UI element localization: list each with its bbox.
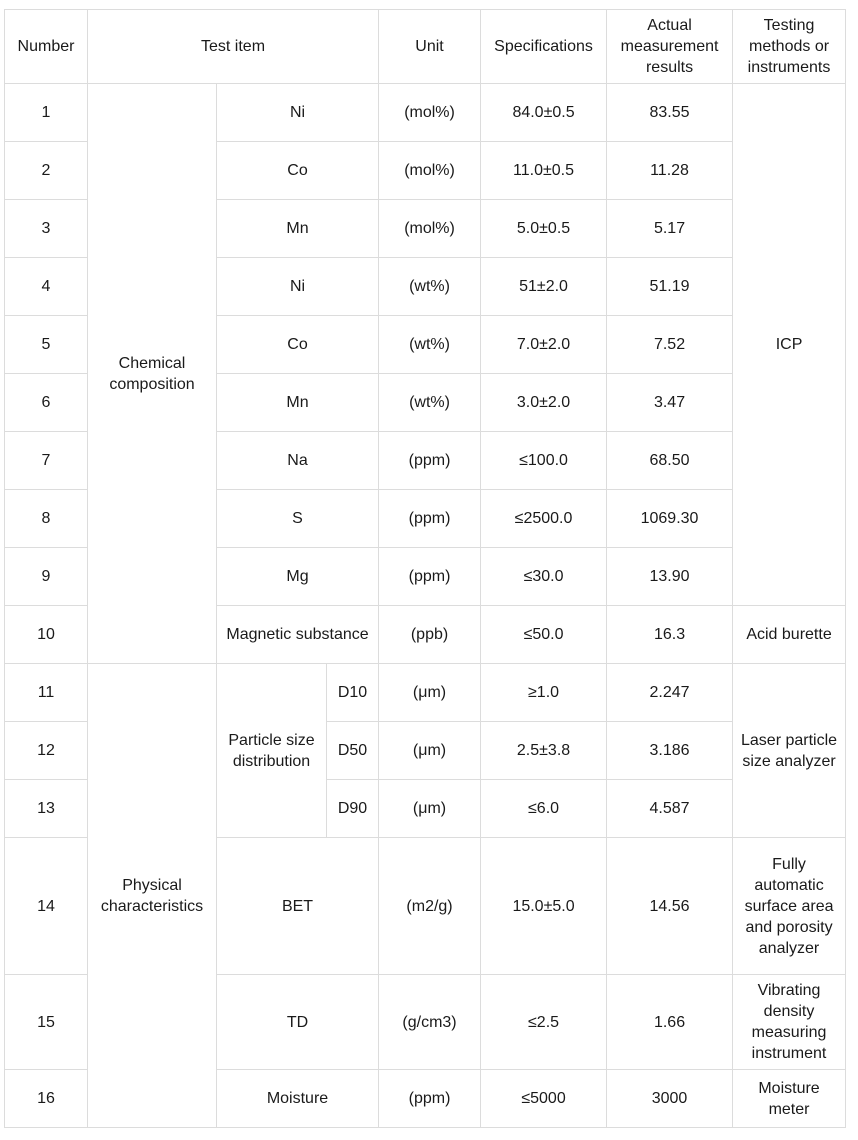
spec-cell: 3.0±2.0	[481, 374, 607, 432]
result-cell: 3000	[607, 1070, 733, 1128]
method-moisture-meter: Moisture meter	[733, 1070, 846, 1128]
test-item: Ni	[217, 84, 379, 142]
test-item: S	[217, 490, 379, 548]
group-chemical-composition: Chemical composition	[88, 84, 217, 664]
result-cell: 5.17	[607, 200, 733, 258]
result-cell: 3.186	[607, 722, 733, 780]
row-number: 12	[5, 722, 88, 780]
row-number: 9	[5, 548, 88, 606]
unit-cell: (ppm)	[379, 1070, 481, 1128]
test-item: Co	[217, 142, 379, 200]
row-number: 5	[5, 316, 88, 374]
spec-cell: ≤2500.0	[481, 490, 607, 548]
spec-cell: ≤30.0	[481, 548, 607, 606]
unit-cell: (mol%)	[379, 84, 481, 142]
test-item: TD	[217, 975, 379, 1070]
result-cell: 11.28	[607, 142, 733, 200]
unit-cell: (ppb)	[379, 606, 481, 664]
test-item: Moisture	[217, 1070, 379, 1128]
row-number: 10	[5, 606, 88, 664]
row-number: 13	[5, 780, 88, 838]
row-number: 16	[5, 1070, 88, 1128]
result-cell: 51.19	[607, 258, 733, 316]
test-item: Mg	[217, 548, 379, 606]
result-cell: 16.3	[607, 606, 733, 664]
row-number: 6	[5, 374, 88, 432]
result-cell: 14.56	[607, 838, 733, 975]
row-number: 2	[5, 142, 88, 200]
row-number: 14	[5, 838, 88, 975]
spec-cell: 84.0±0.5	[481, 84, 607, 142]
header-actual-results: Actual measurement results	[607, 10, 733, 84]
result-cell: 13.90	[607, 548, 733, 606]
group-particle-size-distribution: Particle size distribution	[217, 664, 327, 838]
result-cell: 2.247	[607, 664, 733, 722]
unit-cell: (μm)	[379, 722, 481, 780]
result-cell: 3.47	[607, 374, 733, 432]
group-physical-characteristics: Physical characteristics	[88, 664, 217, 1128]
test-item: BET	[217, 838, 379, 975]
test-item: Na	[217, 432, 379, 490]
unit-cell: (mol%)	[379, 200, 481, 258]
method-laser-analyzer: Laser particle size analyzer	[733, 664, 846, 838]
result-cell: 83.55	[607, 84, 733, 142]
unit-cell: (μm)	[379, 780, 481, 838]
header-specifications: Specifications	[481, 10, 607, 84]
method-bet-analyzer: Fully automatic surface area and porosity analyzer	[733, 838, 846, 975]
row-number: 3	[5, 200, 88, 258]
spec-cell: ≤6.0	[481, 780, 607, 838]
spec-cell: ≤5000	[481, 1070, 607, 1128]
row-number: 8	[5, 490, 88, 548]
row-number: 1	[5, 84, 88, 142]
result-cell: 4.587	[607, 780, 733, 838]
method-icp: ICP	[733, 84, 846, 606]
test-item: Mn	[217, 374, 379, 432]
spec-cell: ≤50.0	[481, 606, 607, 664]
method-acid-burette: Acid burette	[733, 606, 846, 664]
unit-cell: (g/cm3)	[379, 975, 481, 1070]
row-number: 11	[5, 664, 88, 722]
test-item: Co	[217, 316, 379, 374]
result-cell: 1069.30	[607, 490, 733, 548]
unit-cell: (wt%)	[379, 258, 481, 316]
result-cell: 68.50	[607, 432, 733, 490]
spec-cell: 7.0±2.0	[481, 316, 607, 374]
spec-cell: ≤100.0	[481, 432, 607, 490]
unit-cell: (wt%)	[379, 374, 481, 432]
unit-cell: (wt%)	[379, 316, 481, 374]
spec-cell: 11.0±0.5	[481, 142, 607, 200]
unit-cell: (mol%)	[379, 142, 481, 200]
spec-cell: 2.5±3.8	[481, 722, 607, 780]
test-item: Ni	[217, 258, 379, 316]
header-testing-methods: Testing methods or instruments	[733, 10, 846, 84]
header-number: Number	[5, 10, 88, 84]
spec-cell: ≤2.5	[481, 975, 607, 1070]
table-row	[5, 664, 846, 722]
spec-cell: 51±2.0	[481, 258, 607, 316]
table-row	[5, 84, 846, 142]
header-row	[5, 10, 846, 84]
result-cell: 1.66	[607, 975, 733, 1070]
test-item: Mn	[217, 200, 379, 258]
test-item: D10	[327, 664, 379, 722]
test-item: Magnetic substance	[217, 606, 379, 664]
spec-cell: 15.0±5.0	[481, 838, 607, 975]
spec-cell: ≥1.0	[481, 664, 607, 722]
spec-cell: 5.0±0.5	[481, 200, 607, 258]
header-unit: Unit	[379, 10, 481, 84]
spec-table	[4, 9, 846, 1128]
unit-cell: (ppm)	[379, 548, 481, 606]
row-number: 4	[5, 258, 88, 316]
unit-cell: (m2/g)	[379, 838, 481, 975]
row-number: 7	[5, 432, 88, 490]
test-item: D50	[327, 722, 379, 780]
test-item: D90	[327, 780, 379, 838]
result-cell: 7.52	[607, 316, 733, 374]
unit-cell: (ppm)	[379, 432, 481, 490]
header-test-item: Test item	[88, 10, 379, 84]
unit-cell: (μm)	[379, 664, 481, 722]
unit-cell: (ppm)	[379, 490, 481, 548]
method-density-instrument: Vibrating density measuring instrument	[733, 975, 846, 1070]
row-number: 15	[5, 975, 88, 1070]
